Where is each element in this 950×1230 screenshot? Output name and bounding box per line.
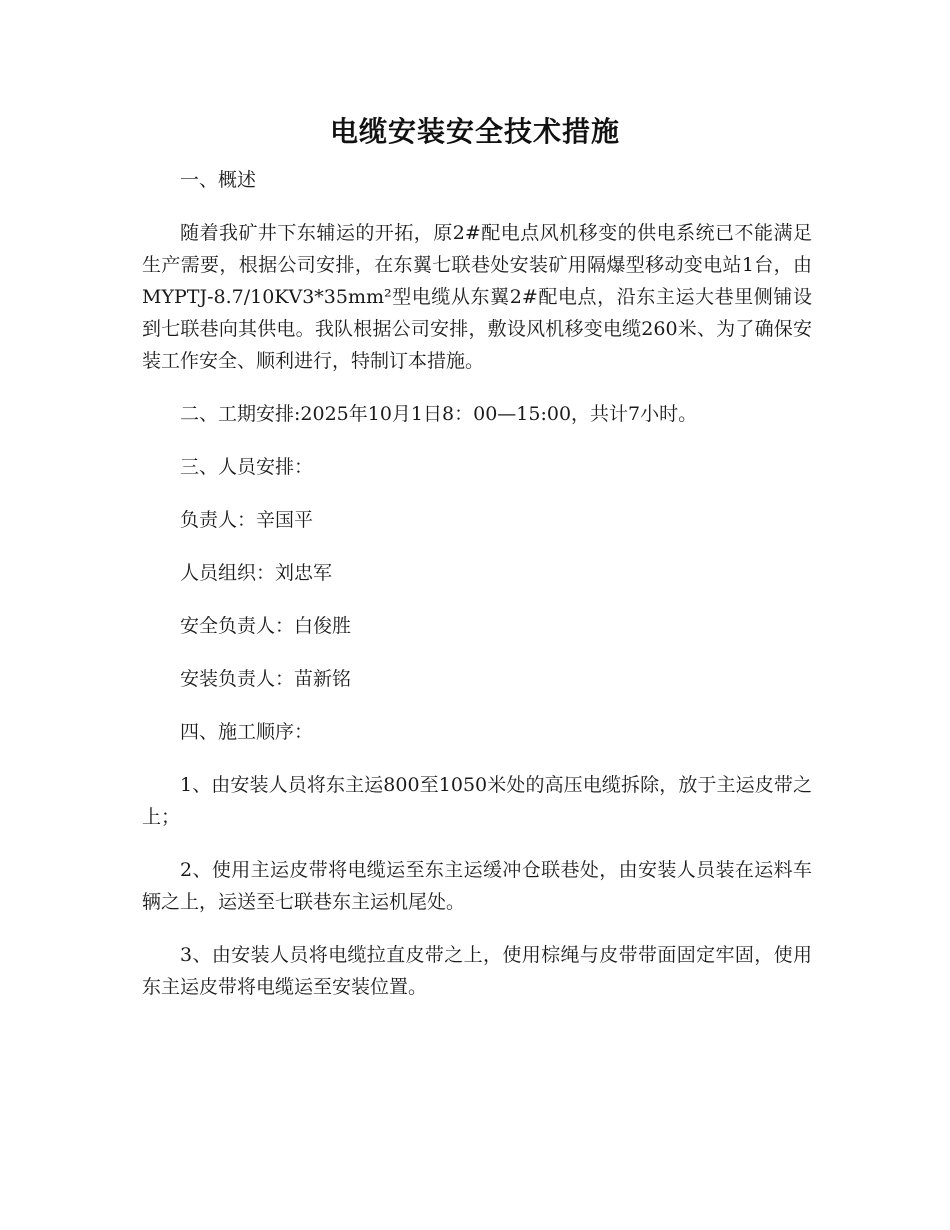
personnel-organizer: 人员组织：刘忠军: [180, 562, 333, 584]
section-heading-sequence: 四、施工顺序：: [180, 721, 314, 743]
document-title: 电缆安装安全技术措施: [329, 115, 620, 148]
section-heading-overview: 一、概述: [180, 169, 257, 191]
sequence-step-3: 3、由安装人员将电缆拉直皮带之上，使用棕绳与皮带带面固定牢固，使用东主运皮带将电缆运至安装位置。: [142, 944, 812, 998]
section-heading-personnel: 三、人员安排：: [180, 456, 314, 478]
sequence-step-2: 2、使用主运皮带将电缆运至东主运缓冲仓联巷处，由安装人员装在运料车辆之上，运送至七联巷东主运机尾处。: [142, 859, 812, 913]
personnel-installation: 安装负责人：苗新铭: [180, 668, 352, 690]
sequence-step-1: 1、由安装人员将东主运800至1050米处的高压电缆拆除，放于主运皮带之上；: [142, 774, 812, 828]
personnel-responsible: 负责人：辛国平: [180, 509, 314, 531]
document-body: [142, 164, 812, 1024]
section-heading-schedule: 二、工期安排:2025年10月1日8：00—15:00，共计7小时。: [180, 403, 698, 425]
personnel-safety: 安全负责人：白俊胜: [180, 615, 352, 637]
paragraph-overview: 随着我矿井下东辅运的开拓，原2#配电点风机移变的供电系统已不能满足生产需要，根据公司安排，在东翼七联巷处安装矿用隔爆型移动变电站1台，由MYPTJ-8.7/10KV3*35mm²型电缆从东翼2#配电点，沿东主运大巷里侧铺设到七联巷向其供电。我队根据公司安排，敷设风机移变电缆260米、为了确保安装工作安全、顺利进行，特制订本措施。: [142, 222, 812, 372]
